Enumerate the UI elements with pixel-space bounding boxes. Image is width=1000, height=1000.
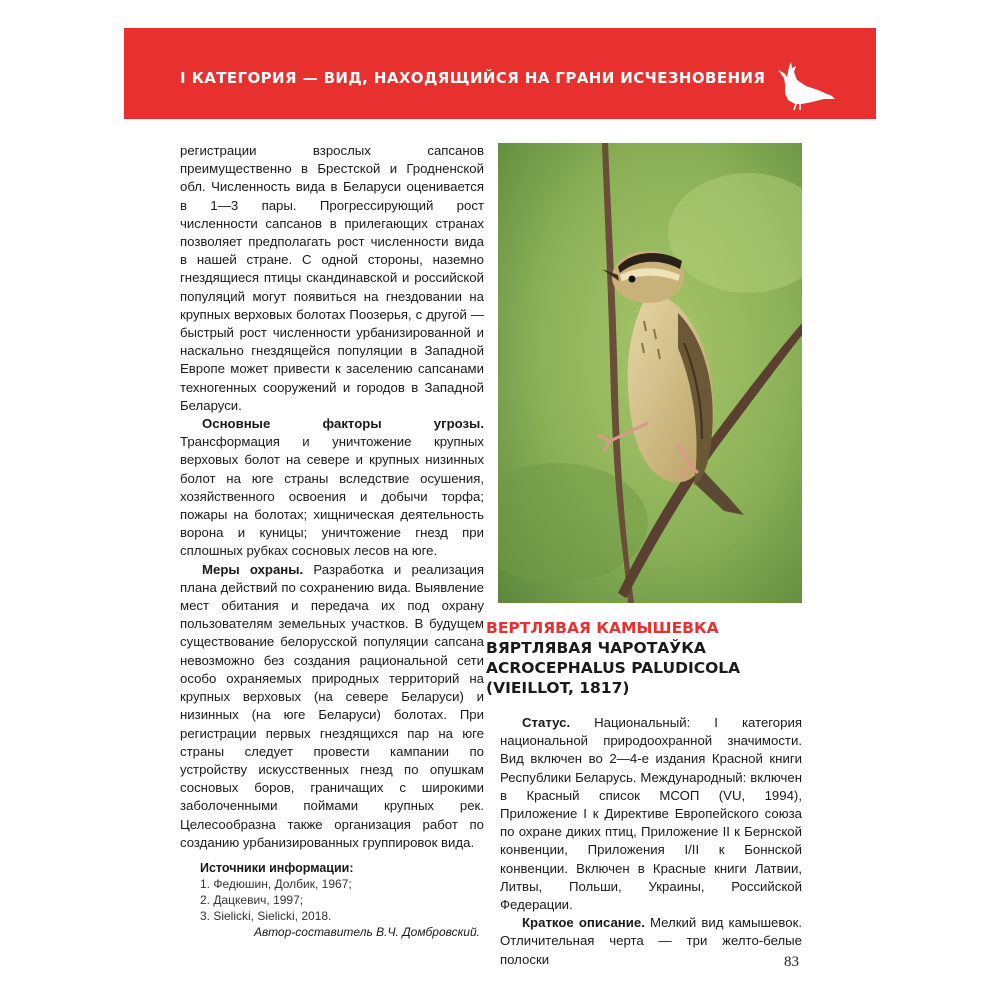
description-label: Краткое описание. <box>522 915 645 931</box>
intro-paragraph: регистрации взрослых сапсанов преимущественно в Брестской и Гродненской обл. Численность вида в Беларуси оценивается в 1—3 пары. Прогрессирующий рост численности сапсанов в прилегающих странах позволяет предполагать рост численности вида в нашей стране. С одной стороны, наземно гнездящиеся птицы скандинавской и российской популяций могут появиться на гнездовании на крупных верховых болотах Поозерья, с другой — быстрый рост численности урбанизированной и наскально гнездящейся популяции в Западной Европе может привести к заселению сапсанами техногенных сооружений и городов в Западной Беларуси. <box>180 143 484 413</box>
species-name-ru: ВЕРТЛЯВАЯ КАМЫШЕВКА <box>486 619 719 637</box>
category-banner <box>124 28 876 119</box>
status-label: Статус. <box>522 715 571 730</box>
threats-paragraph <box>180 415 484 561</box>
sources-heading: Источники информации: <box>200 860 354 875</box>
left-text-column <box>180 142 484 940</box>
page-number: 83 <box>784 954 799 970</box>
description-paragraph <box>500 914 802 969</box>
category-title: I КАТЕГОРИЯ — ВИД, НАХОДЯЩИЙСЯ НА ГРАНИ ИСЧЕЗНОВЕНИЯ <box>180 69 766 87</box>
species-authority: (VIEILLOT, 1817) <box>486 679 630 697</box>
right-text-column <box>500 714 802 969</box>
protection-paragraph <box>180 561 484 852</box>
description-text: Мелкий вид камышевок. Отличительная черта — три желто-белые полоски <box>500 915 803 967</box>
aquatic-warbler-photo-icon <box>498 143 802 603</box>
source-item: 3. Sielicki, Sielicki, 2018. <box>200 908 332 923</box>
species-name-latin: ACROCEPHALUS PALUDICOLA <box>486 659 741 677</box>
threats-label: Основные факторы угрозы. <box>202 416 484 432</box>
source-item: 2. Дацкевич, 1997; <box>200 892 304 907</box>
species-name-be: ВЯРТЛЯВАЯ ЧАРОТАЎКА <box>486 639 706 657</box>
sources-block <box>180 860 484 924</box>
author-credit: Автор-составитель В.Ч. Домбровский. <box>253 924 480 939</box>
source-item: 1. Федюшин, Долбик, 1967; <box>200 876 352 891</box>
status-text: Национальный: I категория национальной природоохранной значимости. Вид включен во 2—4-е издания Красной книги Республики Беларусь. Международный: включен в Красный список МСОП (VU, 1994), Приложение I к Директиве Европейского союза по охране диких птиц, Приложение II к Бернской конвенции, Приложения I/II к Боннской конвенции. Включен в Красные книги Латвии, Литвы, Польши, Украины, Российской Федерации. <box>500 715 802 913</box>
protection-label: Меры охраны. <box>202 561 304 577</box>
bird-silhouette-icon <box>772 58 836 112</box>
threats-text: Трансформация и уничтожение крупных верховых болот на севере и крупных низинных болот на юге страны вследствие осушения, хозяйственного освоения и добычи торфа; пожары на болотах; хищническая деятельность ворона и куницы; уничтожение гнезд при сплошных рубках сосновых лесов на юге. <box>180 434 484 559</box>
status-paragraph <box>500 714 802 914</box>
protection-text: Разработка и реализация плана действий по сохранению вида. Выявление мест обитания и передача их под охрану пользователям земельных участков. В будущем существование белорусской популяции сапсана невозможно без создания рациональной сети особо охраняемых природных территорий на крупных верховых (на севере Беларуси) и низинных (на юге Беларуси) болотах. При регистрации первых гнездящихся пар на юге страны следует провести кампании по устройству искусственных гнезд по опушкам сосновых боров, граничащих с широкими заболоченными поймами крупных рек. Целесообразна также организация работ по созданию урбанизированных группировок вида. <box>180 561 484 850</box>
species-header <box>486 618 806 698</box>
